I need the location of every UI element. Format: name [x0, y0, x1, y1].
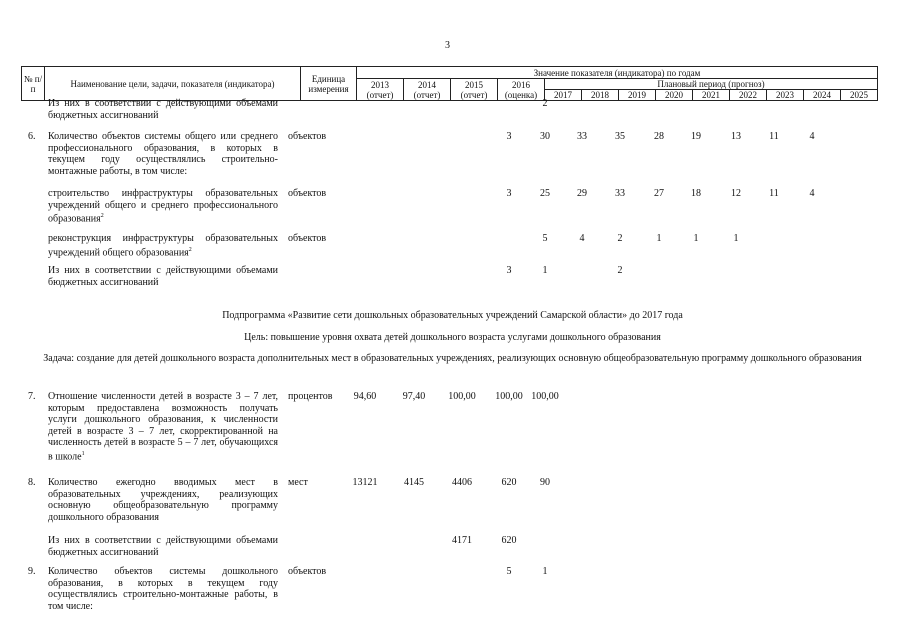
cell-value-2017: 5	[542, 233, 548, 244]
header-plan-year: 2025	[841, 90, 878, 101]
row-index: 8.	[28, 477, 36, 488]
row-label-text: Количество объектов системы дошкольного образования, в которых в текущем году осуществлялись строительно-монтажные работы, в том числе:	[48, 566, 278, 612]
row-label-text: Отношение численности детей в возрасте 3 – 7 лет, которым предоставлена возможность получать услуги дошкольного образования, к численности детей в возрасте 3 – 7 лет, скорректированной на численность детей в возрасте 5 – 7 лет, обучающихся в школе	[48, 391, 278, 462]
footnote-mark: 1	[81, 450, 85, 457]
cell-value-2015: 4406	[452, 477, 472, 488]
cell-value-2022: 13	[731, 131, 741, 142]
row-label	[48, 477, 278, 523]
cell-value-2016: 3	[506, 265, 512, 276]
goal-text: Цель: повышение уровня охвата детей дошкольного возраста услугами дошкольного образования	[244, 332, 661, 343]
cell-value-2017: 1	[542, 265, 548, 276]
cell-value-2017: 100,00	[531, 391, 559, 402]
header-no: № п/п	[22, 67, 45, 101]
cell-value-2022: 12	[731, 188, 741, 199]
row-unit: объектов	[288, 233, 327, 244]
cell-value-2016: 3	[506, 131, 512, 142]
cell-value-2019: 35	[615, 131, 625, 142]
cell-value-2017: 90	[540, 477, 550, 488]
row-unit: объектов	[288, 566, 327, 577]
cell-value-2016: 620	[501, 535, 517, 546]
row-label-text: строительство инфраструктуры образовательных учреждений общего и среднего профессионального образования	[48, 188, 278, 225]
header-year-2014: 2014 (отчет)	[404, 79, 451, 101]
cell-value-2017: 30	[540, 131, 550, 142]
row-label	[48, 131, 278, 177]
row-label	[48, 188, 278, 225]
header-value-group: Значение показателя (индикатора) по годам	[357, 67, 878, 79]
row-label	[48, 535, 278, 558]
header-year-2013: 2013 (отчет)	[357, 79, 404, 101]
row-label-text: Из них в соответствии с действующими объемами бюджетных ассигнований	[48, 98, 278, 121]
header-unit: Единица измерения	[301, 67, 357, 101]
header-year-2015: 2015 (отчет)	[451, 79, 498, 101]
row-index: 9.	[28, 566, 36, 577]
task-text: Задача: создание для детей дошкольного возраста дополнительных мест в образовательных учреждениях, реализующих основную общеобразовательную программу дошкольного образования	[43, 353, 862, 364]
cell-value-2019: 2	[617, 265, 623, 276]
row-label-text: Из них в соответствии с действующими объемами бюджетных ассигнований	[48, 265, 278, 288]
header-plan-year: 2022	[730, 90, 767, 101]
row-label	[48, 391, 278, 462]
cell-value-2020: 28	[654, 131, 664, 142]
header-plan-year: 2017	[545, 90, 582, 101]
header-plan-group: Плановый период (прогноз)	[545, 79, 878, 90]
cell-value-2024: 4	[809, 188, 815, 199]
cell-value-2019: 2	[617, 233, 623, 244]
cell-value-2017: 25	[540, 188, 550, 199]
cell-value-2016: 100,00	[495, 391, 523, 402]
cell-value-2015: 4171	[452, 535, 472, 546]
row-unit: процентов	[288, 391, 333, 402]
cell-value-2021: 19	[691, 131, 701, 142]
header-year-2016: 2016 (оценка)	[498, 79, 545, 101]
cell-value-2019: 33	[615, 188, 625, 199]
row-label-text: Количество объектов системы общего или среднего профессионального образования, в которых в текущем году осуществлялись строительно-монтажные работы, в том числе:	[48, 131, 278, 177]
header-plan-year: 2018	[582, 90, 619, 101]
row-label	[48, 233, 278, 258]
cell-value-2021: 1	[693, 233, 699, 244]
cell-value-2020: 27	[654, 188, 664, 199]
row-label-text: Количество ежегодно вводимых мест в образовательных учреждениях, реализующих основную общеобразовательную программу дошкольного образования	[48, 477, 278, 523]
row-index: 6.	[28, 131, 36, 142]
cell-value-2024: 4	[809, 131, 815, 142]
cell-value-2015: 100,00	[448, 391, 476, 402]
row-label	[48, 566, 278, 612]
cell-value-2018: 4	[579, 233, 585, 244]
cell-value-2014: 97,40	[402, 391, 426, 402]
cell-value-2016: 3	[506, 188, 512, 199]
footnote-mark: 2	[100, 213, 104, 219]
header-plan-year: 2023	[767, 90, 804, 101]
cell-value-2013: 94,60	[353, 391, 377, 402]
cell-value-2022: 1	[733, 233, 739, 244]
cell-value-2018: 33	[577, 131, 587, 142]
cell-value-2017: 1	[542, 566, 548, 577]
header-plan-year: 2019	[619, 90, 656, 101]
row-index: 7.	[28, 391, 36, 402]
row-label-text: Из них в соответствии с действующими объемами бюджетных ассигнований	[48, 535, 278, 558]
subprogram-title: Подпрограмма «Развитие сети дошкольных образовательных учреждений Самарской области» до 2017 года	[222, 310, 683, 321]
header-name: Наименование цели, задачи, показателя (индикатора)	[45, 67, 301, 101]
cell-value-2013: 13121	[352, 477, 378, 488]
header-plan-year: 2020	[656, 90, 693, 101]
header-plan-year: 2021	[693, 90, 730, 101]
row-unit: объектов	[288, 131, 327, 142]
footnote-mark: 2	[188, 246, 192, 253]
row-label	[48, 265, 278, 288]
cell-value-2014: 4145	[404, 477, 424, 488]
header-plan-year: 2024	[804, 90, 841, 101]
row-unit: мест	[288, 477, 308, 488]
row-unit: объектов	[288, 188, 327, 199]
cell-value-2016: 5	[506, 566, 512, 577]
cell-value-2020: 1	[656, 233, 662, 244]
cell-value-2018: 29	[577, 188, 587, 199]
cell-value-2023: 11	[769, 188, 779, 199]
table-header	[21, 66, 878, 101]
cell-value-2023: 11	[769, 131, 779, 142]
row-label	[48, 98, 278, 121]
cell-value-2016: 620	[501, 477, 517, 488]
page-number: 3	[445, 40, 450, 51]
cell-value-2021: 18	[691, 188, 701, 199]
row-label-text: реконструкция инфраструктуры образовательных учреждений общего образования	[48, 233, 278, 258]
cell-value-2017: 2	[542, 98, 548, 109]
